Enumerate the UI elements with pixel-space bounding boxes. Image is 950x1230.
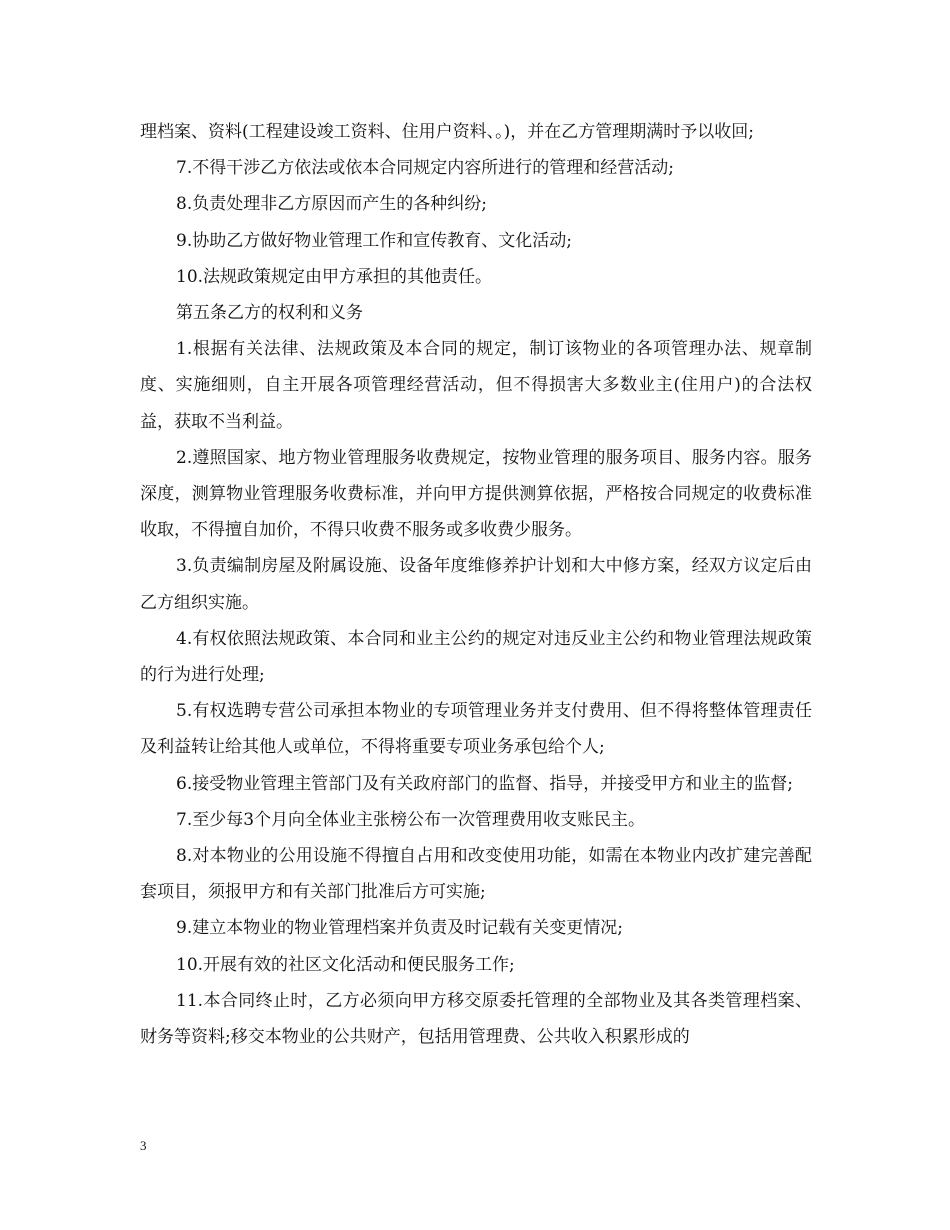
paragraph: 5.有权选聘专营公司承担本物业的专项管理业务并支付费用、但不得将整体管理责任及利益转让给其他人或单位，不得将重要专项业务承包给个人; bbox=[140, 701, 812, 758]
paragraph: 6.接受物业管理主管部门及有关政府部门的监督、指导，并接受甲方和业主的监督; bbox=[176, 773, 793, 794]
paragraph: 8.负责处理非乙方原因而产生的各种纠纷; bbox=[176, 194, 487, 215]
paragraph: 理档案、资料(工程建设竣工资料、住用户资料、。)，并在乙方管理期满时予以收回; bbox=[140, 122, 754, 142]
paragraph: 7.至少每3个月向全体业主张榜公布一次管理费用收支账民主。 bbox=[176, 809, 646, 830]
document-body bbox=[140, 114, 812, 1055]
paragraph: 11.本合同终止时，乙方必须向甲方移交原委托管理的全部物业及其各类管理档案、财务等资料;移交本物业的公共财产，包括用管理费、公共收入积累形成的 bbox=[140, 990, 812, 1048]
section-heading: 第五条乙方的权利和义务 bbox=[176, 303, 363, 324]
paragraph: 10.法规政策规定由甲方承担的其他责任。 bbox=[176, 266, 493, 287]
paragraph: 8.对本物业的公用设施不得擅自占用和改变使用功能，如需在本物业内改扩建完善配套项目，须报甲方和有关部门批准后方可实施; bbox=[140, 846, 812, 903]
paragraph: 2.遵照国家、地方物业管理服务收费规定，按物业管理的服务项目、服务内容。服务深度，测算物业管理服务收费标准，并向甲方提供测算依据，严格按合同规定的收费标准收取，不得擅自加价，不得只收费不服务或多收费少服务。 bbox=[140, 447, 812, 541]
paragraph: 10.开展有效的社区文化活动和便民服务工作; bbox=[176, 954, 515, 975]
paragraph: 1.根据有关法律、法规政策及本合同的规定，制订该物业的各项管理办法、规章制度、实施细则，自主开展各项管理经营活动，但不得损害大多数业主(住用户)的合法权益，获取不当利益。 bbox=[140, 339, 812, 432]
paragraph: 3.负责编制房屋及附属设施、设备年度维修养护计划和大中修方案，经双方议定后由乙方组织实施。 bbox=[140, 556, 812, 613]
paragraph: 9.协助乙方做好物业管理工作和宣传教育、文化活动; bbox=[176, 230, 572, 251]
paragraph: 7.不得干涉乙方依法或依本合同规定内容所进行的管理和经营活动; bbox=[176, 158, 674, 179]
page-number: 3 bbox=[140, 1138, 147, 1153]
paragraph: 4.有权依照法规政策、本合同和业主公约的规定对违反业主公约和物业管理法规政策的行为进行处理; bbox=[140, 628, 812, 686]
paragraph: 9.建立本物业的物业管理档案并负责及时记载有关变更情况; bbox=[176, 918, 623, 939]
